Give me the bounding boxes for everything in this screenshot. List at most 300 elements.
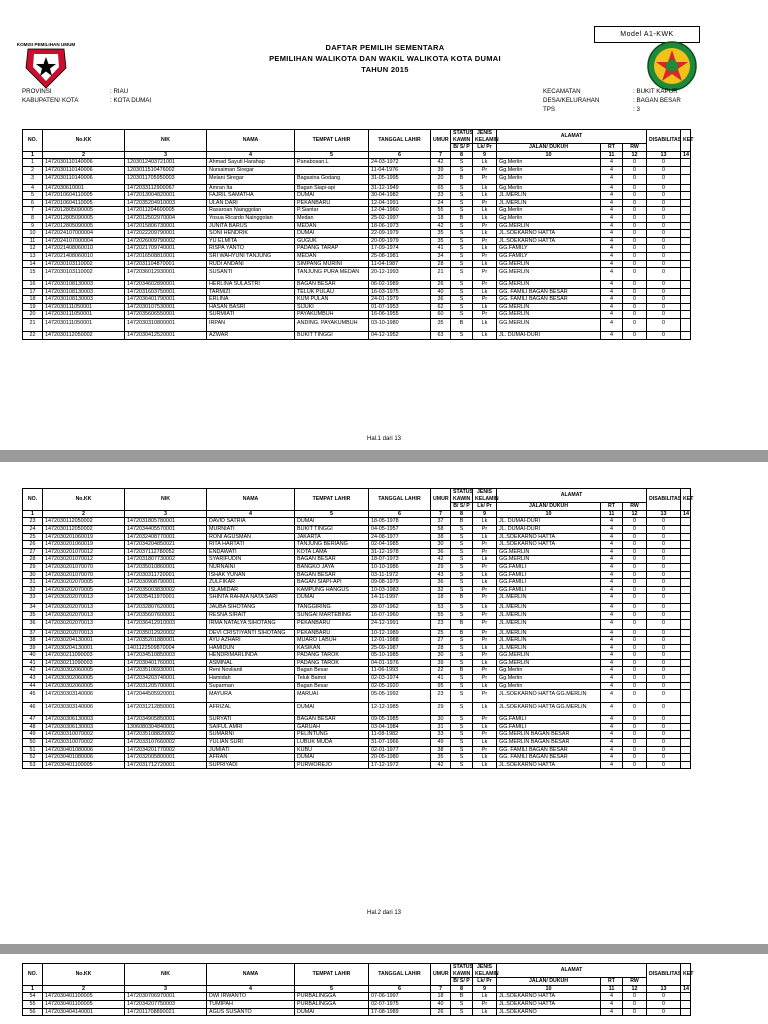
table-cell: 1472011204600005 — [125, 207, 207, 215]
table-cell: 1472032807620001 — [125, 604, 207, 612]
column-index-cell: 3 — [125, 985, 207, 993]
table-cell: GG.FAMILI — [497, 716, 601, 724]
column-index-cell: 12 — [623, 985, 647, 993]
table-cell: TARMIZI — [207, 288, 295, 296]
table-cell: 1472030202070013 — [43, 611, 125, 619]
document-page-3 — [0, 954, 768, 1024]
table-row — [23, 690, 691, 703]
table-cell: 63 — [431, 332, 451, 340]
table-cell: 16-07-1960 — [369, 611, 431, 619]
table-cell: 1472033107660002 — [125, 739, 207, 747]
table-cell: 0 — [623, 166, 647, 174]
table-cell: 1472030204130001 — [43, 637, 125, 645]
table-cell: 21 — [431, 268, 451, 281]
table-cell: GG.MERLIN — [497, 281, 601, 289]
table-cell: Lk — [473, 579, 497, 587]
table-cell: SYARIFUDIN — [207, 556, 295, 564]
table-cell: 0 — [647, 652, 681, 660]
table-cell: JL. DUMAI-DURI — [497, 525, 601, 533]
table-cell: Lk — [473, 332, 497, 340]
table-cell — [681, 652, 691, 660]
table-cell: B — [451, 667, 473, 675]
table-cell: 05-10-1985 — [369, 652, 431, 660]
table-cell: 0 — [647, 260, 681, 268]
table-cell: Pr — [473, 586, 497, 594]
table-row — [23, 332, 691, 340]
table-cell: 38 — [23, 637, 43, 645]
table-cell: 41 — [431, 245, 451, 253]
table-row — [23, 619, 691, 629]
table-cell: 0 — [647, 556, 681, 564]
table-cell: 36 — [431, 296, 451, 304]
column-index-cell: 4 — [207, 510, 295, 518]
table-cell: 1472030401100005 — [43, 761, 125, 769]
table-cell: 20-09-1979 — [369, 237, 431, 245]
table-row — [23, 637, 691, 645]
table-cell — [681, 214, 691, 222]
table-cell: 0 — [647, 604, 681, 612]
table-cell: Pr — [473, 252, 497, 260]
table-cell: 11-06-1993 — [369, 667, 431, 675]
table-cell: 25 — [23, 533, 43, 541]
table-cell: Lk — [473, 319, 497, 332]
table-cell: 24-03-1972 — [369, 159, 431, 167]
table-cell: 0 — [647, 303, 681, 311]
col-header-nama: NAMA — [207, 130, 295, 152]
table-cell: 4 — [601, 296, 623, 304]
table-cell: 4 — [601, 525, 623, 533]
table-cell: 30-04-1982 — [369, 192, 431, 200]
table-cell: 0 — [623, 723, 647, 731]
provinsi-label: PROVINSI — [22, 88, 52, 95]
col-header-status-code: B/ S/ P — [451, 144, 473, 152]
col-header-rw: RW — [623, 503, 647, 511]
table-cell: 1472030202070005 — [43, 579, 125, 587]
table-cell: 54 — [23, 993, 43, 1001]
table-cell: 12-04-1991 — [369, 199, 431, 207]
table-cell: 11-08-1982 — [369, 731, 431, 739]
table-cell: 1472030401080006 — [43, 754, 125, 762]
table-cell: BAGAN SIAPI-API — [295, 579, 369, 587]
table-cell: 4 — [601, 1008, 623, 1016]
table-cell: 1472034602890001 — [125, 281, 207, 289]
table-cell — [681, 682, 691, 690]
table-cell: 1472030201070070 — [43, 571, 125, 579]
table-cell: 22-09-1979 — [369, 230, 431, 238]
column-index-cell: 7 — [431, 985, 451, 993]
table-cell: Lk — [473, 723, 497, 731]
table-cell: 1472035606550001 — [125, 311, 207, 319]
table-cell: 11 — [23, 237, 43, 245]
table-cell: AFRAN — [207, 754, 295, 762]
table-cell: RISPA YANTO — [207, 245, 295, 253]
table-cell: 1472035108820002 — [125, 731, 207, 739]
table-cell: Lk — [473, 230, 497, 238]
table-row — [23, 533, 691, 541]
table-cell: 25-09-1987 — [369, 644, 431, 652]
col-header-alamat: ALAMAT — [497, 489, 647, 503]
table-cell: JL. DUMAI-DURI — [497, 332, 601, 340]
table-cell: GG. FAMILI BAGAN BESAR — [497, 288, 601, 296]
table-cell: Pr — [473, 311, 497, 319]
table-cell: 0 — [623, 667, 647, 675]
column-index-cell: 5 — [295, 985, 369, 993]
table-cell: GG.FAMILI — [497, 579, 601, 587]
table-cell: TANJUNG PURA MEDAN — [295, 268, 369, 281]
table-cell: 1472022209790001 — [125, 230, 207, 238]
table-cell — [681, 629, 691, 637]
table-cell: 0 — [623, 260, 647, 268]
table-cell: 0 — [647, 166, 681, 174]
table-cell: 1472030110140006 — [43, 174, 125, 184]
table-cell: Nursaiman Siregar — [207, 166, 295, 174]
table-cell: 0 — [647, 214, 681, 222]
table-cell — [681, 594, 691, 604]
table-cell: 0 — [647, 659, 681, 667]
table-cell: PAYAKUMBUH — [295, 311, 369, 319]
desa-label: DESA/KELURAHAN — [543, 97, 600, 104]
table-cell: ENDAWATI — [207, 548, 295, 556]
table-cell: HERLINA SULASTRI — [207, 281, 295, 289]
table-cell: Teluk Bamoi — [295, 675, 369, 683]
column-index-cell: 6 — [369, 510, 431, 518]
document-page-1 — [0, 0, 768, 450]
table-cell: 1472024107000004 — [43, 230, 125, 238]
col-header-rt: RT — [601, 978, 623, 986]
table-cell: 0 — [623, 268, 647, 281]
table-cell: 25-02-1997 — [369, 214, 431, 222]
table-cell: B — [451, 629, 473, 637]
table-cell: Pr — [473, 690, 497, 703]
column-index-cell: 2 — [43, 151, 125, 159]
table-cell: Lk — [473, 644, 497, 652]
table-cell: PURWOREJO — [295, 761, 369, 769]
col-header-disabilitas: DISABILITAS — [647, 489, 681, 511]
table-cell: JL.SOEKARNO HATTA — [497, 1000, 601, 1008]
table-cell: 1203012403721001 — [125, 159, 207, 167]
col-header-status-kawin — [451, 489, 473, 503]
table-cell: S — [451, 731, 473, 739]
table-cell: 0 — [623, 993, 647, 1001]
column-index-cell: 8 — [451, 151, 473, 159]
table-cell: 17 — [23, 288, 43, 296]
table-cell: Pr — [473, 1000, 497, 1008]
column-index-cell: 14 — [681, 151, 691, 159]
table-cell: S — [451, 761, 473, 769]
table-cell: 1472030202070005 — [43, 586, 125, 594]
table-cell: 4 — [601, 518, 623, 526]
table-cell: DWI IRWANTO — [207, 993, 295, 1001]
table-cell: 04-01-1976 — [369, 659, 431, 667]
table-cell: Panabosan.L — [295, 159, 369, 167]
table-cell: 4 — [601, 288, 623, 296]
table-cell: 1472030111050001 — [43, 303, 125, 311]
table-cell: 0 — [647, 222, 681, 230]
table-cell: S — [451, 1008, 473, 1016]
table-cell: 02-04-1985 — [369, 541, 431, 549]
table-row — [23, 192, 691, 200]
table-cell: 4 — [601, 644, 623, 652]
table-cell — [681, 667, 691, 675]
table-cell: 4 — [601, 222, 623, 230]
table-cell: S — [451, 184, 473, 192]
table-cell: 0 — [623, 571, 647, 579]
table-cell — [681, 611, 691, 619]
tps-value: : 3 — [633, 106, 640, 113]
table-cell: 0 — [623, 245, 647, 253]
table-cell: HAMIDUN — [207, 644, 295, 652]
table-cell: 1472012805090005 — [43, 207, 125, 215]
title-line-3: TAHUN 2015 — [361, 65, 409, 74]
table-cell: 4 — [601, 533, 623, 541]
table-cell: KUM PULAN — [295, 296, 369, 304]
col-header-tempat-lahir: TEMPAT LAHIR — [295, 964, 369, 986]
table-cell: TELUK PULAU — [295, 288, 369, 296]
table-cell: 1472035003830002 — [125, 586, 207, 594]
table-cell: 0 — [623, 675, 647, 683]
table-cell: 0 — [623, 563, 647, 571]
table-cell: Pr — [473, 611, 497, 619]
table-row — [23, 296, 691, 304]
col-header-jenis-line: KELAMIN — [475, 970, 499, 977]
table-cell: 0 — [647, 1000, 681, 1008]
table-cell: 4 — [601, 166, 623, 174]
page-number: Hal.1 dari 13 — [366, 436, 402, 442]
table-cell: 1472030108130003 — [43, 288, 125, 296]
col-header-umur: UMUR — [431, 964, 451, 986]
table-cell: 0 — [647, 754, 681, 762]
table-cell: MEDAN — [295, 222, 369, 230]
table-cell: 4 — [601, 619, 623, 629]
table-cell — [681, 260, 691, 268]
column-index-cell: 8 — [451, 985, 473, 993]
table-cell: 4 — [601, 192, 623, 200]
table-cell: 20-05-1980 — [369, 754, 431, 762]
table-cell: Lk — [473, 1008, 497, 1016]
table-cell: 0 — [647, 690, 681, 703]
table-cell: YU ELMITA — [207, 237, 295, 245]
table-cell: MAYURA — [207, 690, 295, 703]
table-cell: 0 — [647, 533, 681, 541]
table-cell: 16-03-1975 — [369, 288, 431, 296]
table-cell: 1306080304840001 — [125, 723, 207, 731]
table-cell: 4 — [601, 260, 623, 268]
table-cell: BAGAN BESAR — [295, 571, 369, 579]
table-cell: Lk — [473, 159, 497, 167]
table-cell: 0 — [647, 594, 681, 604]
col-header-alamat: ALAMAT — [497, 964, 647, 978]
table-cell: DUMAI — [295, 1008, 369, 1016]
table-cell: 1472036412910003 — [125, 619, 207, 629]
table-cell: 30 — [431, 716, 451, 724]
table-cell — [681, 237, 691, 245]
table-cell: JL.MERLIN — [497, 644, 601, 652]
table-cell: 1472030103110002 — [43, 268, 125, 281]
table-cell: S — [451, 571, 473, 579]
table-cell: JL.SOEKARNO HATTA — [497, 230, 601, 238]
table-cell: FAJRIL SAMATHA — [207, 192, 295, 200]
table-cell: Rasaroan Nainggolan — [207, 207, 295, 215]
table-cell: 0 — [623, 629, 647, 637]
title-line-2: PEMILIHAN WALIKOTA DAN WAKIL WALIKOTA KOTA DUMAI — [269, 54, 501, 63]
table-cell: 38 — [431, 533, 451, 541]
table-cell: 0 — [647, 237, 681, 245]
table-row — [23, 525, 691, 533]
table-cell — [681, 703, 691, 716]
table-cell: Suparman — [207, 682, 295, 690]
table-cell: MURNIATI — [207, 525, 295, 533]
table-cell: 34 — [23, 604, 43, 612]
table-cell: GG.MERLIN BAGAN BESAR — [497, 731, 601, 739]
column-index-cell: 9 — [473, 510, 497, 518]
table-cell: S — [451, 754, 473, 762]
table-cell: 42 — [23, 667, 43, 675]
table-cell: 29 — [23, 563, 43, 571]
column-index-cell: 3 — [125, 151, 207, 159]
col-header-no: NO. — [23, 964, 43, 986]
table-cell: 0 — [647, 619, 681, 629]
table-cell: S — [451, 533, 473, 541]
table-cell: 4 — [601, 541, 623, 549]
table-cell — [681, 159, 691, 167]
table-row — [23, 1008, 691, 1016]
table-cell: 1472035201880001 — [125, 637, 207, 645]
table-cell: 0 — [623, 174, 647, 184]
table-cell: 1472030211090003 — [43, 652, 125, 660]
table-cell: 1203011510476002 — [125, 166, 207, 174]
table-cell: 35 — [431, 319, 451, 332]
table-cell: 1472030302060005 — [43, 675, 125, 683]
table-cell: DUMAI — [295, 594, 369, 604]
table-cell: S — [451, 690, 473, 703]
table-cell: 39 — [431, 659, 451, 667]
table-cell: 0 — [623, 604, 647, 612]
table-cell: 1472030302060005 — [43, 667, 125, 675]
table-cell: 48 — [23, 723, 43, 731]
table-cell: 12 — [23, 245, 43, 253]
table-cell: 1472030311720001 — [125, 571, 207, 579]
table-cell: 26 — [431, 1008, 451, 1016]
table-cell: 0 — [647, 525, 681, 533]
table-cell: 1472030112050002 — [43, 332, 125, 340]
col-header-tempat-lahir: TEMPAT LAHIR — [295, 489, 369, 511]
table-cell: S — [451, 675, 473, 683]
table-cell: 36 — [23, 619, 43, 629]
table-cell: 4 — [601, 571, 623, 579]
table-cell: S — [451, 207, 473, 215]
table-cell: 4 — [601, 563, 623, 571]
col-header-nama: NAMA — [207, 964, 295, 986]
table-cell: 1472024107000004 — [43, 237, 125, 245]
col-header-jenis-code: Lk/ Pr — [473, 144, 497, 152]
table-cell: 32 — [23, 586, 43, 594]
table-cell: Gg.Merlin — [497, 159, 601, 167]
table-cell: JL. DUMAI-DURI — [497, 518, 601, 526]
table-cell: 4 — [601, 281, 623, 289]
table-cell: 0 — [623, 637, 647, 645]
table-cell: JL.MERLIN — [497, 192, 601, 200]
table-row — [23, 754, 691, 762]
table-cell: 1472030112050002 — [43, 518, 125, 526]
table-cell: S — [451, 199, 473, 207]
table-cell: 06-02-1989 — [369, 281, 431, 289]
table-cell: 39 — [431, 166, 451, 174]
table-cell — [681, 174, 691, 184]
table-cell: 0 — [623, 754, 647, 762]
col-header-jenis-kelamin — [473, 489, 497, 503]
table-cell: 4 — [601, 159, 623, 167]
table-cell: JL.MERLIN — [497, 637, 601, 645]
table-cell: Lk — [473, 518, 497, 526]
table-cell: S — [451, 644, 473, 652]
col-header-rw: RW — [623, 144, 647, 152]
table-cell: Lk — [473, 556, 497, 564]
table-cell: 24 — [23, 525, 43, 533]
table-cell: GG.MERLIN BAGAN BESAR — [497, 739, 601, 747]
table-cell: 18 — [431, 594, 451, 604]
table-cell — [681, 525, 691, 533]
table-cell — [681, 675, 691, 683]
col-header-ket: KET — [681, 964, 691, 986]
column-index-cell: 11 — [601, 510, 623, 518]
table-cell: 0 — [647, 667, 681, 675]
table-cell: TUMIPAH — [207, 1000, 295, 1008]
table-cell: 40 — [431, 1000, 451, 1008]
table-cell — [681, 533, 691, 541]
table-cell: Lk — [473, 682, 497, 690]
table-cell: 8 — [23, 214, 43, 222]
table-cell: PEKANBARU — [295, 629, 369, 637]
table-cell: S — [451, 723, 473, 731]
table-cell: 4 — [601, 214, 623, 222]
table-cell: 01-07-1953 — [369, 303, 431, 311]
table-cell: 04-12-1952 — [369, 332, 431, 340]
table-cell — [681, 184, 691, 192]
table-cell: 11-04-1976 — [369, 166, 431, 174]
table-cell: 42 — [431, 556, 451, 564]
region-info-right — [543, 87, 681, 114]
table-cell: KUBU — [295, 746, 369, 754]
table-cell: 51 — [23, 746, 43, 754]
table-cell: 05-05-1992 — [369, 690, 431, 703]
table-cell: 20-12-1993 — [369, 268, 431, 281]
table-row — [23, 166, 691, 174]
table-cell: JL.SOEKARNO HATTA — [497, 541, 601, 549]
table-cell: 31 — [431, 723, 451, 731]
table-cell: 0 — [647, 579, 681, 587]
table-cell: 16-06-1955 — [369, 311, 431, 319]
table-cell: 1472030610001 — [43, 184, 125, 192]
table-cell: 21 — [23, 319, 43, 332]
table-cell: GG.FAMILI — [497, 563, 601, 571]
table-cell: 0 — [623, 619, 647, 629]
col-header-status-line: KAWIN — [453, 495, 471, 502]
table-cell: 1472030110140006 — [43, 159, 125, 167]
table-cell: Pr — [473, 675, 497, 683]
table-cell: 1472010604110005 — [43, 199, 125, 207]
table-row — [23, 207, 691, 215]
table-cell: S — [451, 746, 473, 754]
table-cell: Lk — [473, 604, 497, 612]
table-cell: 0 — [647, 296, 681, 304]
table-cell: 35 — [431, 754, 451, 762]
table-cell: Pr — [473, 619, 497, 629]
table-cell: 4 — [601, 604, 623, 612]
table-cell: 0 — [623, 319, 647, 332]
table-cell: 0 — [647, 675, 681, 683]
table-cell: 55 — [431, 207, 451, 215]
table-cell: 45 — [23, 690, 43, 703]
